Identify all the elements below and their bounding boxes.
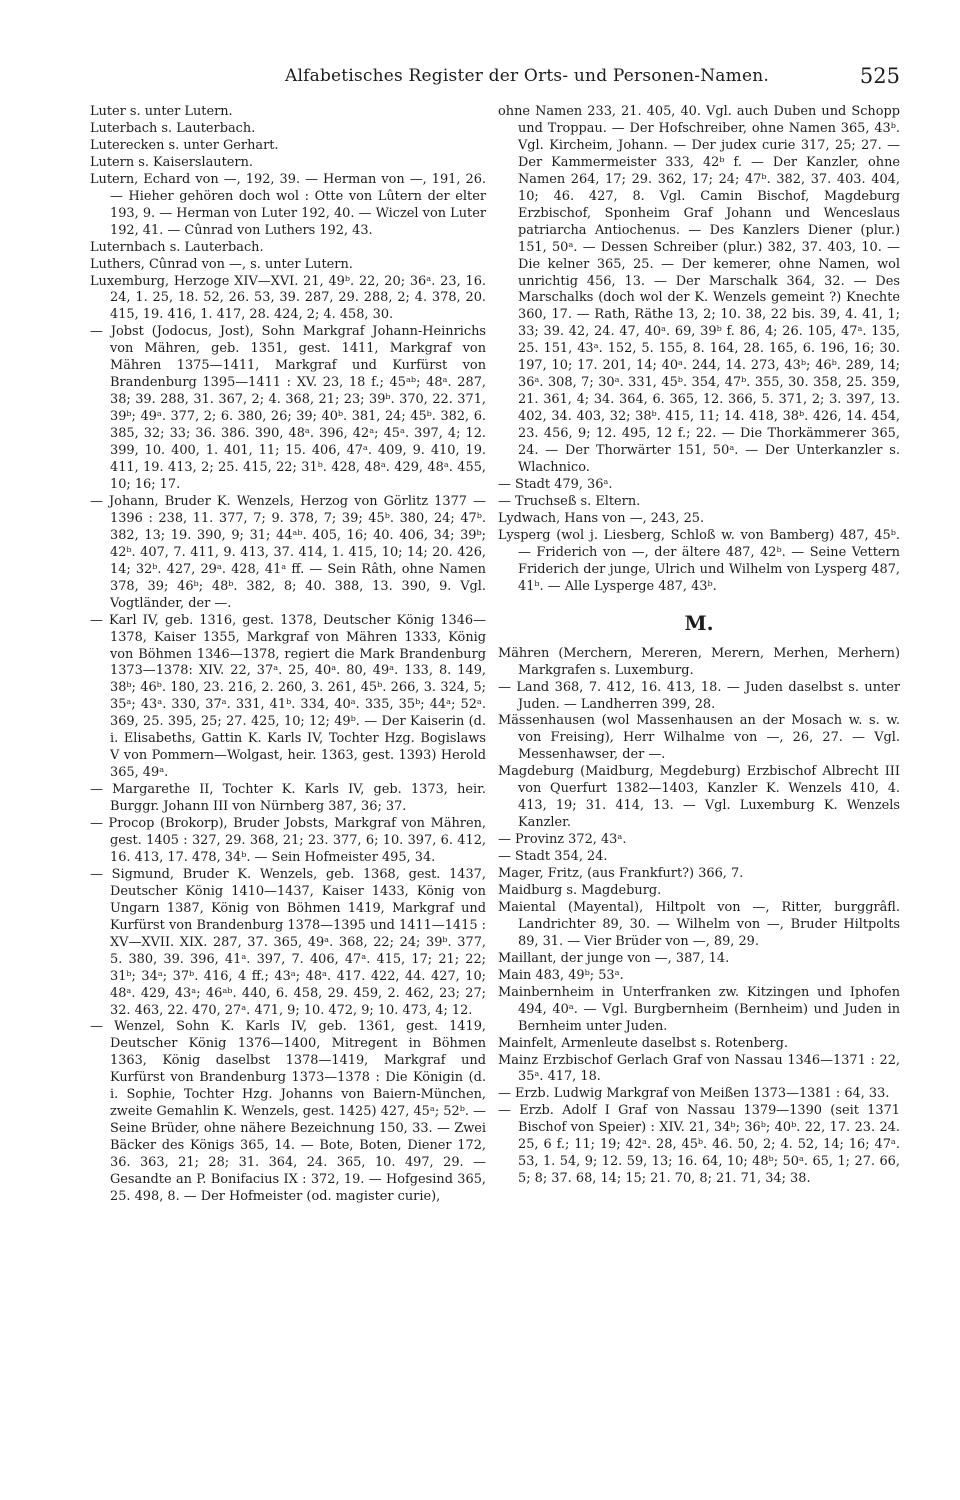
running-title: Alfabetisches Register der Orts- und Personen-Namen. — [285, 66, 769, 86]
index-entry: Mainz Erzbischof Gerlach Graf von Nassau 1346—1371 : 22, 35ᵃ. 417, 18. — [498, 1052, 900, 1085]
index-entry: — Land 368, 7. 412, 16. 413, 18. — Juden daselbst s. unter Juden. — Landherren 399, 28. — [498, 679, 900, 712]
index-entry: Mässenhausen (wol Massenhausen an der Mosach w. s. w. von Freising), Herr Wilhalme von —, 26, 27. — Vgl. Messenhawser, der —. — [498, 713, 900, 763]
index-entry: Luthers, Cûnrad von —, s. unter Lutern. — [90, 256, 353, 272]
left-column — [90, 104, 486, 1206]
index-entry: Lutern s. Kaiserslautern. — [90, 154, 253, 170]
index-entry: — Truchseß s. Eltern. — [498, 493, 641, 509]
index-entry: Lutern, Echard von —, 192, 39. — Herman von —, 191, 26. — Hieher gehören doch wol : Otte von Lûtern der elter 193, 9. — Herman von Luter 192, 40. — Wiczel von Luter 192, 41. — Cûnrad von Luthers 192, 43. — [90, 171, 486, 238]
right-column — [498, 104, 900, 1188]
section-letter-heading: M. — [684, 610, 714, 635]
index-entry: Lysperg (wol j. Liesberg, Schloß w. von Bamberg) 487, 45ᵇ. — Friderich von —, der ältere 487, 42ᵇ. — Seine Vettern Friderich der junge, Ulrich und Wilhelm von Lysperg 487, 41ᵇ. — Alle Lysperge 487, 43ᵇ. — [498, 527, 900, 594]
index-entry: Mainbernheim in Unterfranken zw. Kitzingen und Iphofen 494, 40ᵃ. — Vgl. Burgbernheim (Bernheim) und Juden in Bernheim unter Juden. — [498, 984, 900, 1034]
index-entry: — Stadt 479, 36ᵃ. — [498, 476, 613, 492]
index-entry: Luter s. unter Lutern. — [90, 104, 233, 119]
index-entry: — Erzb. Ludwig Markgraf von Meißen 1373—1381 : 64, 33. — [498, 1086, 890, 1102]
index-entry: Luternbach s. Lauterbach. — [90, 239, 264, 255]
index-entry: — Johann, Bruder K. Wenzels, Herzog von Görlitz 1377 — 1396 : 238, 11. 377, 7; 9. 378, 7; 39; 45ᵇ. 380, 24; 47ᵇ. 382, 13; 19. 390, 9; 31; 44ᵃᵇ. 405, 16; 40. 406, 34; 39ᵇ; 42ᵇ. 407, 7. 411, 9. 413, 37. 414, 1. 415, 10; 14; 20. 426, 14; 32ᵇ. 427, 29ᵃ. 428, 41ᵃ ff. — Sein Râth, ohne Namen 378, 39; 46ᵇ; 48ᵇ. 382, 8; 40. 388, 13. 390, 9. Vgl. Vogtländer, der —. — [90, 493, 486, 611]
index-entry: — Provinz 372, 43ᵃ. — [498, 832, 627, 848]
index-entry: Lydwach, Hans von —, 243, 25. — [498, 510, 705, 526]
index-entry: Luterecken s. unter Gerhart. — [90, 137, 279, 153]
index-entry: Maidburg s. Magdeburg. — [498, 882, 662, 898]
index-entry: Luxemburg, Herzoge XIV—XVI. 21, 49ᵇ. 22, 20; 36ᵃ. 23, 16. 24, 1. 25, 18. 52, 26. 53, 39. 287, 29. 288, 2; 4. 378, 20. 415, 19. 416, 1. 417, 28. 424, 2; 4. 458, 30. — [90, 273, 486, 323]
index-entry: Luterbach s. Lauterbach. — [90, 120, 256, 136]
index-entry: — Erzb. Adolf I Graf von Nassau 1379—1390 (seit 1371 Bischof von Speier) : XIV. 21, 34ᵇ; 36ᵇ; 40ᵇ. 22, 17. 23. 24. 25, 6 f.; 11; 19; 42ᵃ. 28, 45ᵇ. 46. 50, 2; 4. 52, 14; 16; 47ᵃ. 53, 1. 54, 9; 12. 59, 13; 16. 64, 10; 48ᵇ; 50ᵃ. 65, 1; 27. 66, 5; 8; 37. 68, 14; 15; 21. 70, 8; 21. 71, 34; 38. — [498, 1103, 900, 1187]
index-entry: — Wenzel, Sohn K. Karls IV, geb. 1361, gest. 1419, Deutscher König 1376—1400, Mitregent in Böhmen 1363, König daselbst 1378—1419, Markgraf und Kurfürst von Brandenburg 1373—1378 : Die Königin (d. i. Sophie, Tochter Hzg. Johanns von Baiern-München, zweite Gemahlin K. Wenzels, gest. 1425) 427, 45ᵃ; 52ᵇ. — Seine Brüder, ohne nähere Bezeichnung 150, 33. — Zwei Bäcker des Königs 365, 14. — Bote, Boten, Diener 172, 36. 363, 21; 28; 31. 364, 24. 365, 10. 497, 29. — Gesandte an P. Bonifacius IX : 372, 19. — Hofgesind 365, 25. 498, 8. — Der Hofmeister (od. magister curie), — [90, 1019, 486, 1204]
index-entry: Main 483, 49ᵇ; 53ᵃ. — [498, 967, 624, 983]
page-number: 525 — [859, 64, 900, 88]
index-entry: — Jobst (Jodocus, Jost), Sohn Markgraf Johann-Heinrichs von Mähren, geb. 1351, gest. 1411, Markgraf von Mähren 1375—1411, Markgraf und Kurfürst von Brandenburg 1395—1411 : XV. 23, 18 f.; 45ᵃᵇ; 48ᵃ. 287, 38; 39. 288, 31. 367, 2; 4. 368, 21; 23; 39ᵇ. 370, 22. 371, 39ᵇ; 49ᵃ. 377, 2; 6. 380, 26; 39; 40ᵇ. 381, 24; 45ᵇ. 382, 6. 385, 32; 33; 36. 386. 390, 48ᵃ. 396, 42ᵃ; 45ᵃ. 397, 4; 12. 399, 10. 400, 1. 401, 11; 15. 406, 47ᵃ. 409, 9. 410, 19. 411, 19. 413, 2; 25. 415, 22; 31ᵇ. 428, 48ᵃ. 429, 48ᵃ. 455, 10; 16; 17. — [90, 324, 486, 492]
page-header — [90, 62, 900, 92]
index-entry: — Stadt 354, 24. — [498, 849, 608, 865]
index-entry: Maillant, der junge von —, 387, 14. — [498, 950, 730, 966]
index-entry: — Sigmund, Bruder K. Wenzels, geb. 1368, gest. 1437, Deutscher König 1410—1437, Kaiser 1433, König von Ungarn 1387, König von Böhmen 1419, Markgraf und Kurfürst von Brandenburg 1378—1395 und 1411—1415 : XV—XVII. XIX. 287, 37. 365, 49ᵃ. 368, 22; 24; 39ᵇ. 377, 5. 380, 39. 396, 41ᵃ. 397, 7. 406, 47ᵃ. 415, 17; 21; 22; 31ᵇ; 34ᵃ; 37ᵇ. 416, 4 ff.; 43ᵃ; 48ᵃ. 417. 422, 44. 427, 10; 48ᵃ. 429, 43ᵃ; 46ᵃᵇ. 440, 6. 458, 29. 459, 2. 462, 23; 27; 32. 463, 22. 470, 27ᵃ. 471, 9; 10. 472, 9; 10. 473, 4; 12. — [90, 866, 486, 1018]
index-entry: Mainfelt, Armenleute daselbst s. Rotenberg. — [498, 1035, 789, 1051]
index-entry: — Margarethe II, Tochter K. Karls IV, geb. 1373, heir. Burggr. Johann III von Nürnberg 387, 36; 37. — [90, 782, 486, 815]
index-entry: Mähren (Merchern, Mereren, Merern, Merhen, Merhern) Markgrafen s. Luxemburg. — [498, 645, 900, 678]
index-entry: — Procop (Brokorp), Bruder Jobsts, Markgraf von Mähren, gest. 1405 : 327, 29. 368, 21; 23. 377, 6; 10. 397, 6. 412, 16. 413, 17. 478, 34ᵇ. — Sein Hofmeister 495, 34. — [90, 816, 486, 865]
index-entry: ohne Namen 233, 21. 405, 40. Vgl. auch Duben und Schopp und Troppau. — Der Hofschreiber, ohne Namen 365, 43ᵇ. Vgl. Kircheim, Johann. — Der judex curie 317, 25; 27. — Der Kammermeister 333, 42ᵇ f. — Der Kanzler, ohne Namen 264, 17; 29. 362, 17; 24; 47ᵇ. 382, 37. 403. 404, 10; 46. 427, 8. Vgl. Camin Bischof, Magdeburg Erzbischof, Sponheim Graf Johann und Wenceslaus patriarcha Antiochenus. — Des Kanzlers Diener (plur.) 151, 50ᵃ. — Dessen Schreiber (plur.) 382, 37. 403, 10. — Die kelner 365, 25. — Der kemerer, ohne Namen, wol unrichtig 456, 13. — Der Marschalk 364, 32. — Des Marschalks (doch wol der K. Wenzels gemeint ?) Knechte 360, 17. — Rath, Räthe 13, 2; 10. 38, 22 bis. 39, 4. 41, 1; 33; 39. 42, 24. 47, 40ᵃ. 69, 39ᵇ f. 86, 4; 26. 105, 47ᵃ. 135, 25. 151, 43ᵃ. 152, 5. 155, 8. 164, 28. 165, 6. 196, 16; 30. 197, 10; 17. 201, 14; 40ᵃ. 244, 14. 273, 43ᵇ; 46ᵇ. 289, 14; 36ᵃ. 308, 7; 30ᵃ. 331, 45ᵇ. 354, 47ᵇ. 355, 30. 358, 25. 359, 21. 361, 4; 34. 364, 6. 365, 12. 366, 5. 371, 2; 3. 397, 13. 402, 34. 403, 32; 38ᵇ. 415, 11; 14. 418, 38ᵇ. 426, 14. 454, 23. 456, 9; 12. 495, 12 f.; 22. — Die Thorkämmerer 365, 24. — Der Thorwärter 151, 50ᵃ. — Der Unterkanzler s. Wlachnico. — [498, 104, 900, 476]
index-entry: Magdeburg (Maidburg, Megdeburg) Erzbischof Albrecht III von Querfurt 1382—1403, Kanzler K. Wenzels 410, 4. 413, 19; 31. 414, 13. — Vgl. Luxemburg K. Wenzels Kanzler. — [498, 764, 900, 831]
index-entry: Mager, Fritz, (aus Frankfurt?) 366, 7. — [498, 866, 744, 882]
index-entry: — Karl IV, geb. 1316, gest. 1378, Deutscher König 1346—1378, Kaiser 1355, Markgraf von Mähren 1333, König von Böhmen 1346—1378, regiert die Mark Brandenburg 1373—1378: XIV. 22, 37ᵃ. 25, 40ᵃ. 80, 49ᵃ. 133, 8. 149, 38ᵇ; 46ᵇ. 180, 23. 216, 2. 260, 3. 261, 45ᵇ. 266, 3. 324, 5; 35ᵃ; 43ᵃ. 330, 37ᵃ. 331, 41ᵇ. 334, 40ᵃ. 335, 35ᵇ; 44ᵃ; 52ᵃ. 369, 25. 395, 25; 27. 425, 10; 12; 49ᵇ. — Der Kaiserin (d. i. Elisabeths, Gattin K. Karls IV, Tochter Hzg. Bogislaws V von Pommern—Wolgast, heir. 1363, gest. 1393) Herold 365, 49ᵃ. — [90, 612, 486, 781]
index-entry: Maiental (Mayental), Hiltpolt von —, Ritter, burggrâfl. Landrichter 89, 30. — Wilhelm von —, Bruder Hiltpolts 89, 31. — Vier Brüder von —, 89, 29. — [498, 899, 900, 949]
